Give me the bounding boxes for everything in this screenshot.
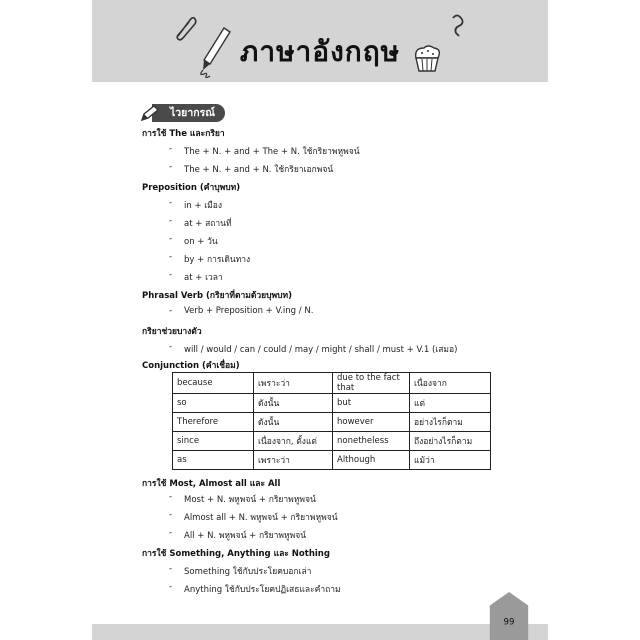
table-cell: but xyxy=(333,394,410,413)
page-title: ภาษาอังกฤษ xyxy=(239,35,401,68)
table-cell: แต่ xyxy=(410,394,491,413)
table-cell: so xyxy=(173,394,254,413)
bullet-dash: - xyxy=(169,216,173,226)
content-area xyxy=(92,82,548,640)
table-cell: ดังนั้น xyxy=(254,413,333,432)
table-cell: due to the fact that xyxy=(333,373,410,394)
table-cell: เพราะว่า xyxy=(254,373,333,394)
bullet-dash: - xyxy=(169,252,173,262)
heading-phrasal-verb: Phrasal Verb (กริยาที่ตามด้วยบุพบท) xyxy=(142,291,292,301)
table-cell: since xyxy=(173,432,254,451)
table-cell: เนื่องจาก, ตั้งแต่ xyxy=(254,432,333,451)
table-row xyxy=(173,394,491,413)
table-cell: Although xyxy=(333,451,410,470)
list-item: Most + N. พหูพจน์ + กริยาพหูพจน์ xyxy=(184,495,316,505)
heading-modal: กริยาช่วยบางตัว xyxy=(142,327,202,337)
heading-conjunction: Conjunction (คำเชื่อม) xyxy=(142,361,240,371)
footer-bar xyxy=(92,624,548,640)
page-number-tab xyxy=(489,592,529,640)
table-cell: as xyxy=(173,451,254,470)
table-cell: nonetheless xyxy=(333,432,410,451)
heading-preposition: Preposition (คำบุพบท) xyxy=(142,183,241,193)
list-item: at + เวลา xyxy=(184,273,223,283)
heading-most-all: การใช้ Most, Almost all และ All xyxy=(142,479,281,489)
table-cell: Therefore xyxy=(173,413,254,432)
table-cell: ดังนั้น xyxy=(254,394,333,413)
list-item: Verb + Preposition + V.ing / N. xyxy=(184,306,314,316)
list-item: The + N. + and + The + N. ใช้กริยาพหูพจน์ xyxy=(184,147,360,157)
list-item: by + การเดินทาง xyxy=(184,255,251,265)
list-item: will / would / can / could / may / might / shall / must + V.1 (เสมอ) xyxy=(184,345,458,355)
bullet-dash: - xyxy=(169,162,173,172)
section-badge-label: ไวยากรณ์ xyxy=(152,104,225,122)
bullet-dash: - xyxy=(169,234,173,244)
list-item: Something ใช้กับประโยคบอกเล่า xyxy=(184,567,312,577)
page-number: 99 xyxy=(503,617,515,628)
bullet-dash: - xyxy=(169,582,173,592)
bullet-dash: - xyxy=(169,492,173,502)
list-item: Almost all + N. พหูพจน์ + กริยาพหูพจน์ xyxy=(184,513,338,523)
list-item: on + วัน xyxy=(184,237,218,247)
table-cell: however xyxy=(333,413,410,432)
table-cell: ถึงอย่างไรก็ตาม xyxy=(410,432,491,451)
bullet-dash: - xyxy=(169,342,173,352)
bullet-dash: - xyxy=(169,270,173,280)
section-badge xyxy=(140,104,225,122)
bullet-dash: - xyxy=(169,510,173,520)
list-item: All + N. พหูพจน์ + กริยาพหูพจน์ xyxy=(184,531,307,541)
table-row xyxy=(173,413,491,432)
table-cell: อย่างไรก็ตาม xyxy=(410,413,491,432)
table-cell: เนื่องจาก xyxy=(410,373,491,394)
table-cell: because xyxy=(173,373,254,394)
bullet-dash: - xyxy=(169,198,173,208)
bullet-dash: - xyxy=(169,144,173,154)
table-row xyxy=(173,451,491,470)
table-row xyxy=(173,432,491,451)
heading-something: การใช้ Something, Anything และ Nothing xyxy=(142,549,330,559)
table-cell: แม้ว่า xyxy=(410,451,491,470)
bullet-dash: - xyxy=(169,564,173,574)
bullet-dash: - xyxy=(169,306,173,316)
table-row xyxy=(173,373,491,394)
list-item: in + เมือง xyxy=(184,201,223,211)
conjunction-table xyxy=(172,372,491,470)
table-cell: เพราะว่า xyxy=(254,451,333,470)
heading-the-and-verb: การใช้ The และกริยา xyxy=(142,129,225,139)
list-item: at + สถานที่ xyxy=(184,219,232,229)
list-item: The + N. + and + N. ใช้กริยาเอกพจน์ xyxy=(184,165,334,175)
list-item: Anything ใช้กับประโยคปฏิเสธและคำถาม xyxy=(184,585,341,595)
page-header xyxy=(92,0,548,82)
pencil-icon xyxy=(140,104,160,122)
bullet-dash: - xyxy=(169,528,173,538)
